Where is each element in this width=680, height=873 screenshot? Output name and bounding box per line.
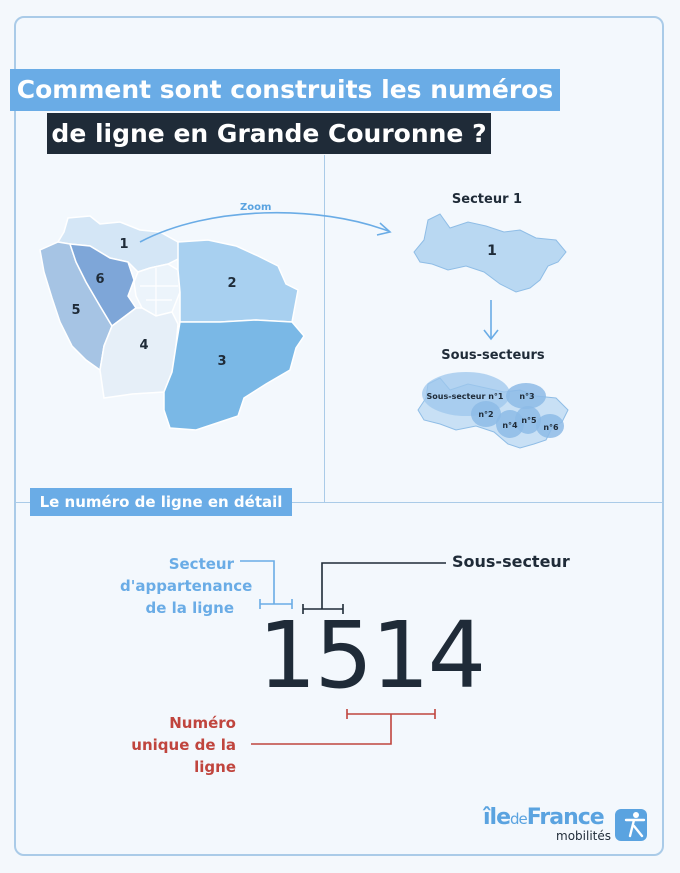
logo-icon-box: [615, 809, 647, 841]
map-sector-label-6: 6: [95, 272, 105, 287]
map-sector-label-3: 3: [217, 354, 227, 369]
map-sector-label-1: 1: [119, 237, 129, 252]
subsector-label-3: n°3: [519, 392, 535, 401]
logo-de: de: [510, 810, 527, 828]
secteur-label: Secteur d'appartenance de la ligne: [120, 555, 253, 617]
numero-connector: [251, 714, 391, 744]
logo-wordmark: [483, 805, 604, 830]
subsector-label-5: n°5: [521, 416, 537, 425]
numero-unique-label: Numéro unique de la ligne: [131, 714, 236, 776]
map-sector-2: [178, 240, 298, 322]
subsector-label-1: Sous-secteur n°1: [426, 392, 504, 401]
map-sector-label-4: 4: [139, 338, 149, 353]
title-line-2: de ligne en Grande Couronne ?: [47, 113, 491, 154]
detail-section-title: Le numéro de ligne en détail: [30, 488, 292, 516]
zoom-label: Zoom: [240, 202, 272, 213]
zoomed-sector-number: 1: [487, 243, 497, 259]
map-sector-label-2: 2: [227, 276, 237, 291]
subsector-label-2: n°2: [478, 410, 494, 419]
line-number: 1514: [258, 602, 485, 709]
logo-france: France: [526, 805, 604, 830]
sous-secteur-label: Sous-secteur: [452, 552, 570, 571]
subsector-label-4: n°4: [502, 421, 518, 430]
title-line-1: Comment sont construits les numéros: [10, 69, 560, 111]
zoomed-sector-title: Secteur 1: [451, 192, 523, 207]
subsector-label-6: n°6: [543, 423, 559, 432]
subsectors-title: Sous-secteurs: [441, 348, 545, 363]
map-sector-label-5: 5: [71, 303, 81, 318]
logo-mobilites: mobilités: [556, 829, 611, 843]
zoom-arrow: [140, 213, 388, 242]
map-sector-3: [164, 320, 304, 430]
logo-ile: île: [483, 805, 511, 830]
